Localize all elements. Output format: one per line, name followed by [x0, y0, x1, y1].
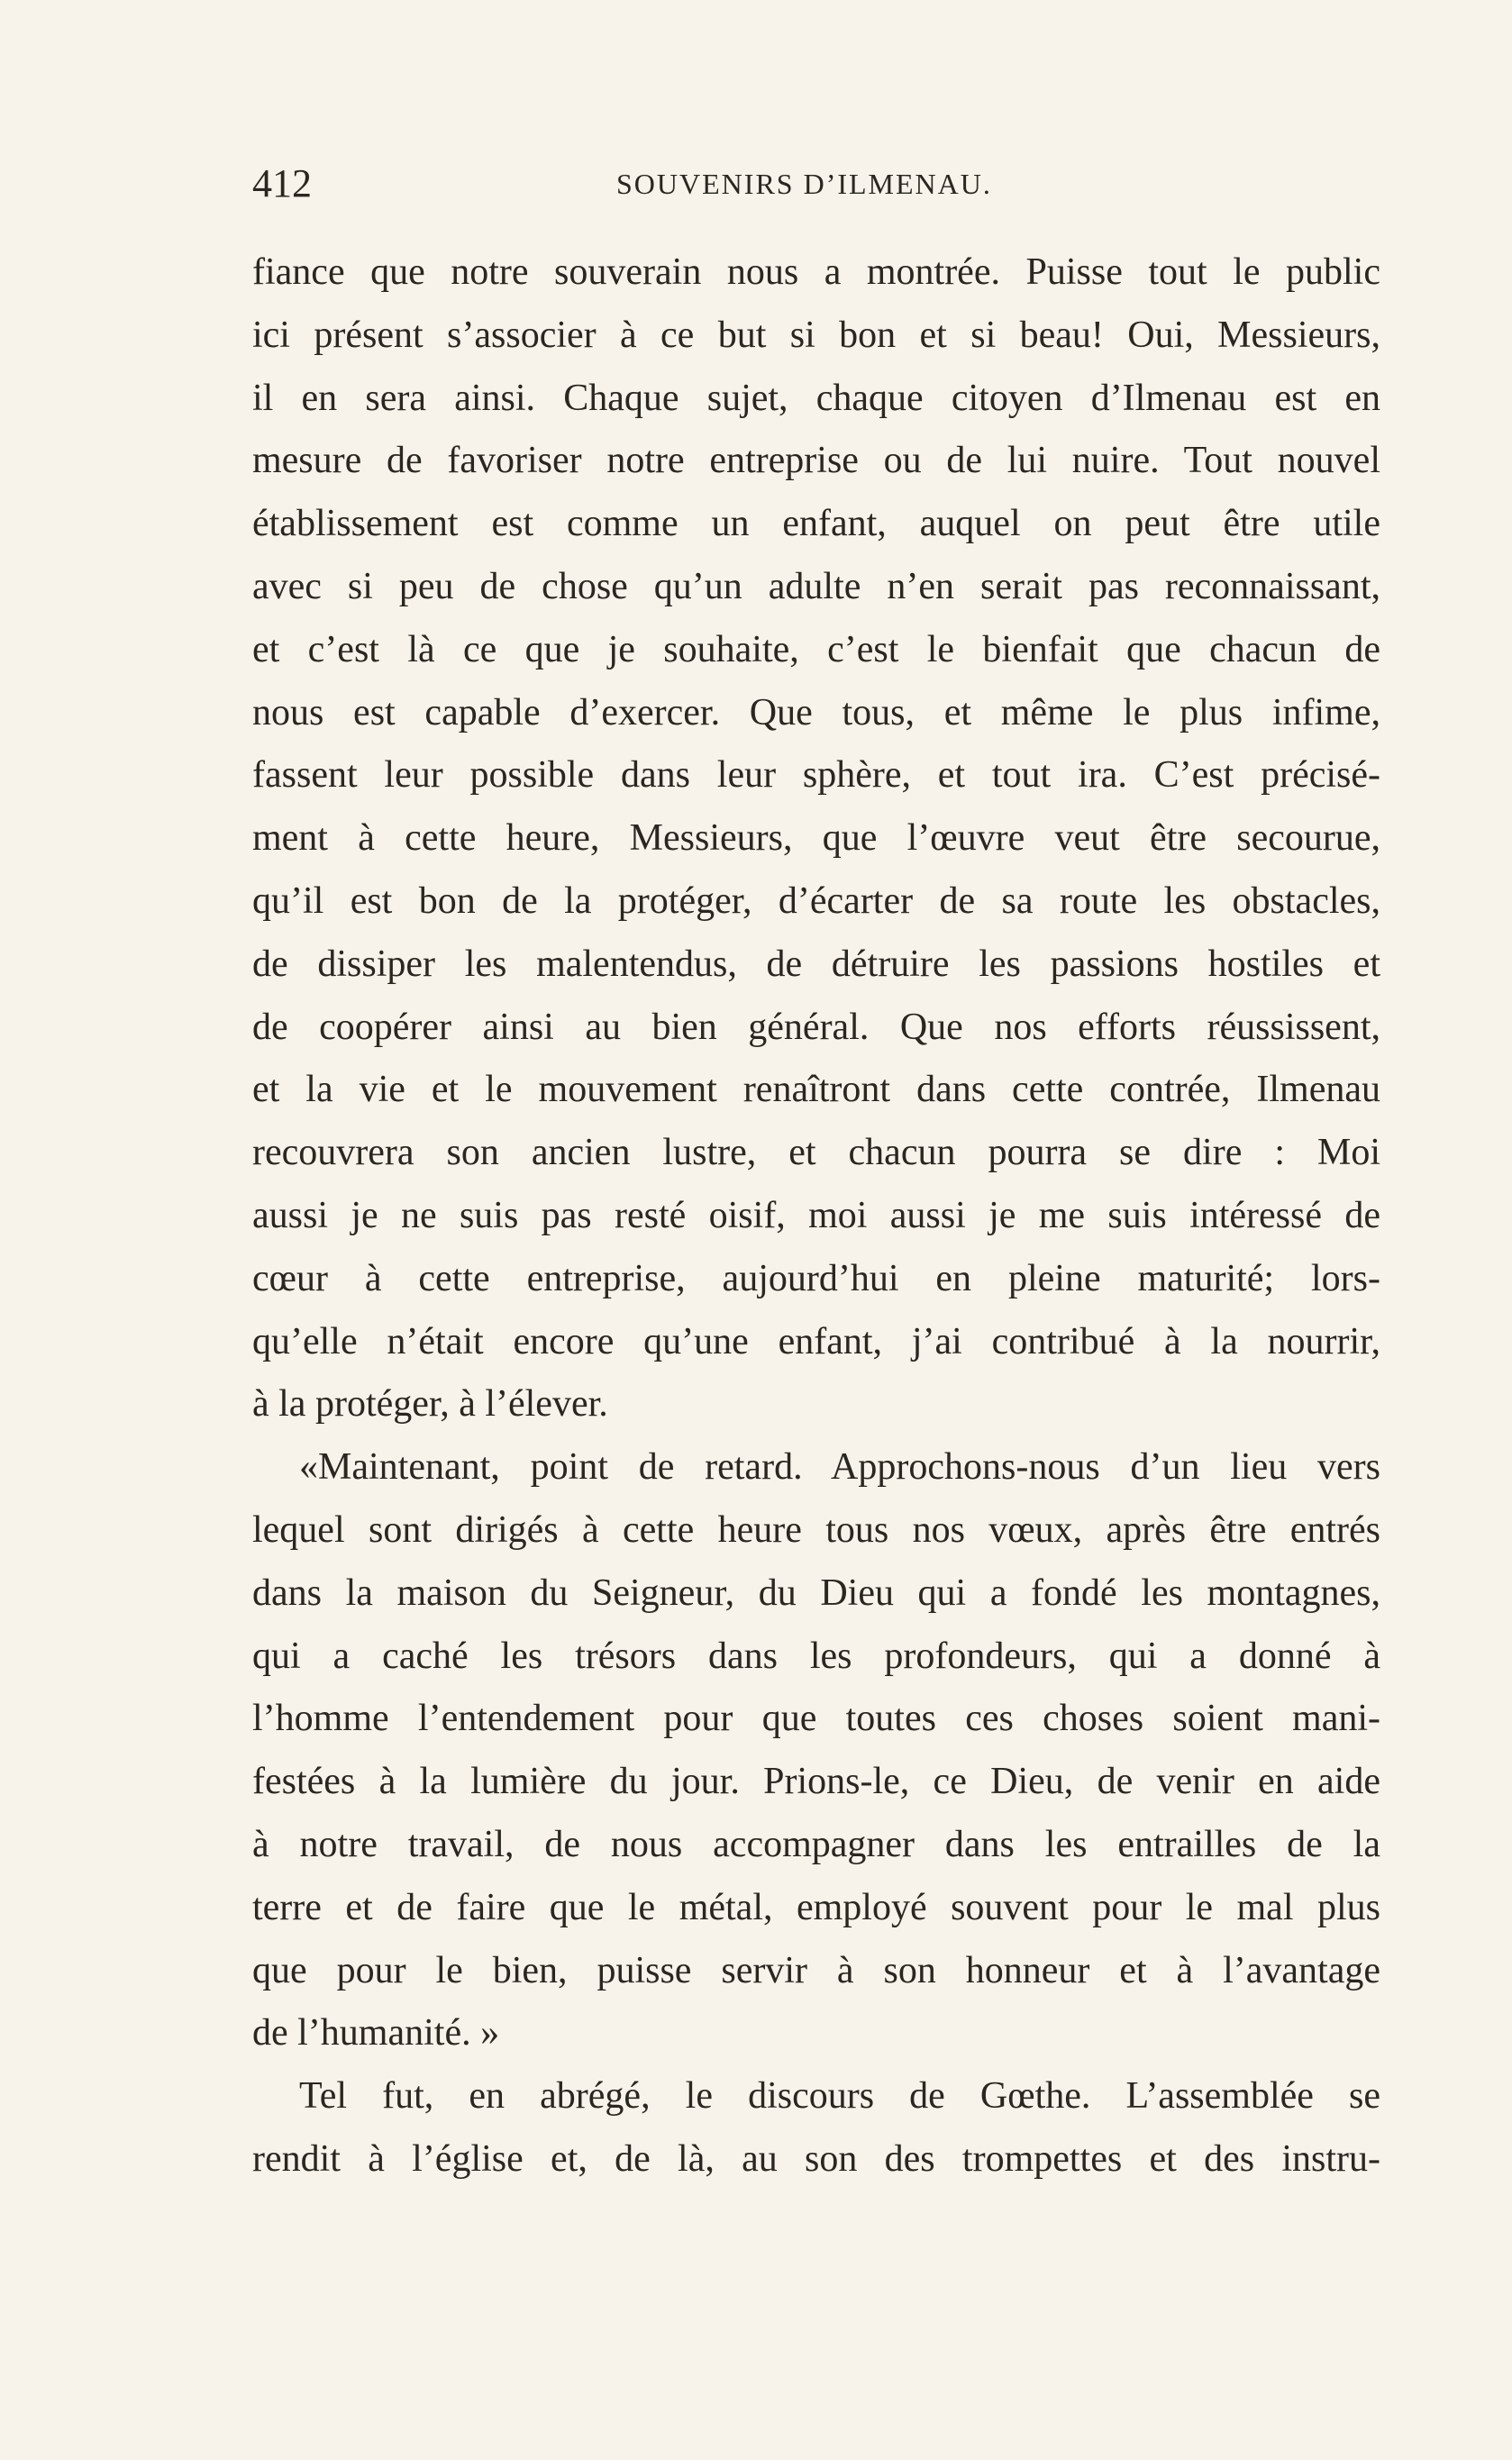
- text-line: qu’il est bon de la protéger, d’écarter de sa route les obstacles,: [252, 879, 1380, 922]
- text-line: établissement est comme un enfant, auquel on peut être utile: [252, 503, 1380, 545]
- running-title: SOUVENIRS D’ILMENAU.: [616, 168, 992, 200]
- text-line: lequel sont dirigés à cette heure tous nos vœux, après être entrés: [252, 1508, 1380, 1551]
- page-number: 412: [252, 161, 312, 205]
- text-line: de dissiper les malentendus, de détruire les passions hostiles et: [252, 943, 1380, 985]
- text-line: aussi je ne suis pas resté oisif, moi aussi je me suis intéressé de: [252, 1194, 1380, 1236]
- text-line: cœur à cette entreprise, aujourd’hui en pleine maturité; lors-: [252, 1257, 1380, 1299]
- text-line: mesure de favoriser notre entreprise ou de lui nuire. Tout nouvel: [252, 440, 1380, 482]
- text-line: ment à cette heure, Messieurs, que l’œuvre veut être secourue,: [252, 817, 1380, 860]
- text-line: avec si peu de chose qu’un adulte n’en serait pas reconnaissant,: [252, 565, 1380, 607]
- text-line: fiance que notre souverain nous a montrée. Puisse tout le public: [252, 251, 1380, 293]
- text-line: à la protéger, à l’élever.: [252, 1383, 608, 1426]
- text-line: que pour le bien, puisse servir à son honneur et à l’avantage: [252, 1949, 1380, 1991]
- text-line: nous est capable d’exercer. Que tous, et même le plus infime,: [252, 691, 1380, 733]
- text-line: terre et de faire que le métal, employé souvent pour le mal plus: [252, 1886, 1380, 1928]
- text-line: dans la maison du Seigneur, du Dieu qui a fondé les montagnes,: [252, 1572, 1380, 1614]
- body-text: [252, 241, 1380, 2191]
- text-line: recouvrera son ancien lustre, et chacun pourra se dire : Moi: [252, 1132, 1380, 1174]
- text-line: Tel fut, en abrégé, le discours de Gœthe. L’assemblée se: [299, 2075, 1380, 2118]
- text-line: et c’est là ce que je souhaite, c’est le bienfait que chacun de: [252, 628, 1380, 670]
- text-line: de l’humanité. »: [252, 2012, 500, 2055]
- text-line: qu’elle n’était encore qu’une enfant, j’ai contribué à la nourrir,: [252, 1320, 1380, 1362]
- text-line: festées à la lumière du jour. Prions-le, ce Dieu, de venir en aide: [252, 1761, 1380, 1803]
- text-line: il en sera ainsi. Chaque sujet, chaque citoyen d’Ilmenau est en: [252, 377, 1380, 419]
- text-line: ici présent s’associer à ce but si bon et si beau! Oui, Messieurs,: [252, 314, 1380, 356]
- text-line: rendit à l’église et, de là, au son des trompettes et des instru-: [252, 2137, 1380, 2180]
- page-header: [252, 160, 1377, 214]
- text-line: à notre travail, de nous accompagner dans les entrailles de la: [252, 1823, 1380, 1865]
- text-line: l’homme l’entendement pour que toutes ces choses soient mani-: [252, 1698, 1380, 1740]
- text-line: «Maintenant, point de retard. Approchons-nous d’un lieu vers: [299, 1446, 1380, 1489]
- text-line: de coopérer ainsi au bien général. Que nos efforts réussissent,: [252, 1006, 1380, 1048]
- text-line: fassent leur possible dans leur sphère, et tout ira. C’est précisé-: [252, 754, 1380, 797]
- text-line: et la vie et le mouvement renaîtront dans cette contrée, Ilmenau: [252, 1069, 1380, 1111]
- text-line: qui a caché les trésors dans les profondeurs, qui a donné à: [252, 1635, 1380, 1677]
